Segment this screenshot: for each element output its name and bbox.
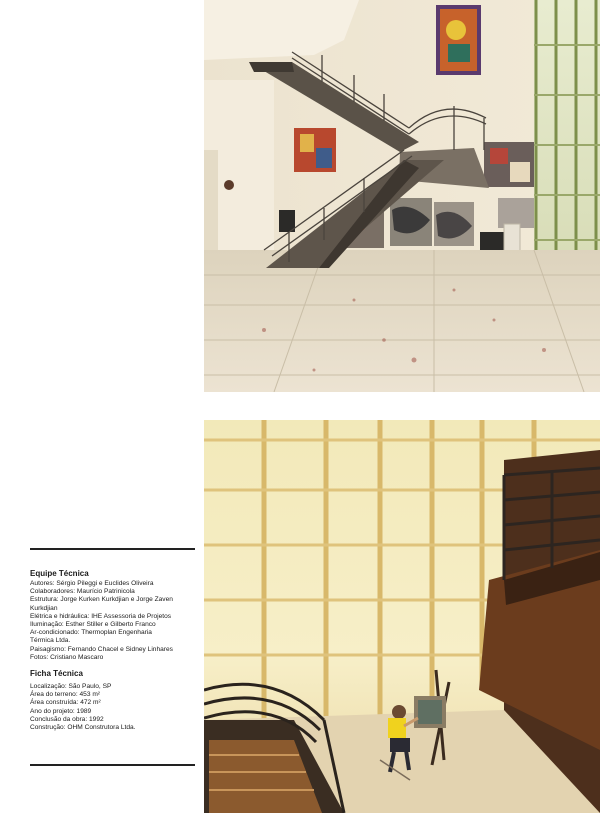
studio-interior-staircase-photo — [204, 0, 600, 392]
credits-panel — [30, 569, 202, 732]
section-divider-bottom — [30, 764, 195, 766]
section-divider-top — [30, 548, 195, 550]
ficha-line: Localização: São Paulo, SP — [30, 683, 112, 691]
equipe-line: Paisagismo: Fernando Chacel e Sidney Linhares — [30, 645, 173, 653]
equipe-line: Fotos: Cristiano Mascaro — [30, 653, 104, 661]
equipe-line: Térmica Ltda. — [30, 637, 71, 645]
painter-glass-wall-photo — [204, 420, 600, 813]
ficha-line: Conclusão da obra: 1992 — [30, 715, 104, 723]
equipe-list — [30, 580, 202, 662]
equipe-line: Kurkdjian — [30, 604, 58, 612]
ficha-line: Área do terreno: 453 m² — [30, 691, 101, 699]
ficha-list — [30, 683, 202, 732]
equipe-line: Ar-condicionado: Thermoplan Engenharia — [30, 629, 152, 637]
ficha-line: Ano do projeto: 1989 — [30, 707, 92, 715]
equipe-heading: Equipe Técnica — [30, 569, 89, 578]
ficha-line: Área construída: 472 m² — [30, 699, 101, 707]
equipe-line: Estrutura: Jorge Kurken Kurkdjian e Jorge Zaven — [30, 596, 173, 604]
equipe-line: Elétrica e hidráulica: IHE Assessoria de Projetos — [30, 612, 172, 620]
ficha-line: Construção: OHM Construtora Ltda. — [30, 724, 136, 732]
equipe-line: Autores: Sérgio Pileggi e Euclides Oliveira — [30, 580, 154, 587]
ficha-heading: Ficha Técnica — [30, 669, 83, 679]
equipe-line: Iluminação: Esther Stiller e Gilberto Franco — [30, 621, 156, 629]
equipe-line: Colaboradores: Maurício Patrinicola — [30, 588, 135, 596]
